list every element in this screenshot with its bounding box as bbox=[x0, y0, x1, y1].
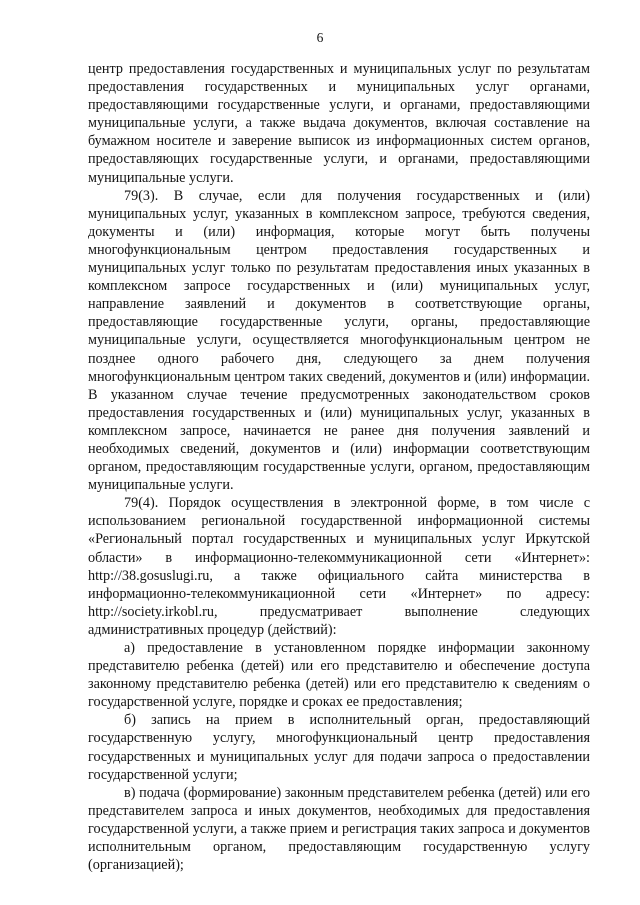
list-item-b: б) запись на прием в исполнительный орган, предоставляющий государственную услугу, многофункциональный центр предоставления государственных и муниципальных услуг для подачи запроса о предоставлении государственной услуги; bbox=[88, 712, 590, 783]
page-number: 6 bbox=[316, 30, 324, 45]
paragraph-continuation: центр предоставления государственных и муниципальных услуг по результатам предоставления государственных и муниципальных услуг органами, предоставляющими государственные услуги, и органами, предоставляющими муниципальные услуги, а также выдача документов, включая составление на бумажном носителе и заверение выписок из информационных систем органов, предоставляющих государственные услуги, и органами, предоставляющими муниципальные услуги. bbox=[88, 61, 590, 186]
paragraph-79-3: 79(3). В случае, если для получения государственных и (или) муниципальных услуг, указанных в комплексном запросе, требуются сведения, документы и (или) информация, которые могут быть получены многофункциональным центром предоставления государственных и муниципальных услуг только по результатам предоставления иных указанных в комплексном запросе государственных и (или) муниципальных услуг, направление заявлений и документов в соответствующие органы, предоставляющие государственные услуги, органы, предоставляющие муниципальные услуги, осуществляется многофункциональным центром не позднее одного рабочего дня, следующего за днем получения многофункциональным центром таких сведений, документов и (или) информации. В указанном случае течение предусмотренных законодательством сроков предоставления государственных и (или) муниципальных услуг, указанных в комплексном запросе, начинается не ранее дня получения заявлений и необходимых сведений, документов и (или) информации соответствующим органом, предоставляющим государственные услуги, органом, предоставляющим муниципальные услуги. bbox=[88, 187, 590, 494]
document-body bbox=[88, 60, 590, 874]
paragraph-79-4: 79(4). Порядок осуществления в электронной форме, в том числе с использованием региональной государственной информационной системы «Региональный портал государственных и муниципальных услуг Иркутской области» в информационно-телекоммуникационной сети «Интернет»: http://38.gosuslugi.ru, а также официального сайта министерства в информационно-телекоммуникационной сети «Интернет» по адресу: http://society.irkobl.ru, предусматривает выполнение следующих административных процедур (действий): bbox=[88, 495, 590, 638]
list-item-v: в) подача (формирование) законным представителем ребенка (детей) или его представителем запроса и иных документов, необходимых для предоставления государственной услуги, а также прием и регистрация таких запроса и документов исполнительным органом, предоставляющим государственную услугу (организацией); bbox=[88, 784, 590, 874]
list-item-a: а) предоставление в установленном порядке информации законному представителю ребенка (детей) или его представителю и обеспечение доступа законному представителю ребенка (детей) или его представителю к сведениям о государственной услуге, порядке и сроках ее предоставления; bbox=[88, 640, 590, 711]
